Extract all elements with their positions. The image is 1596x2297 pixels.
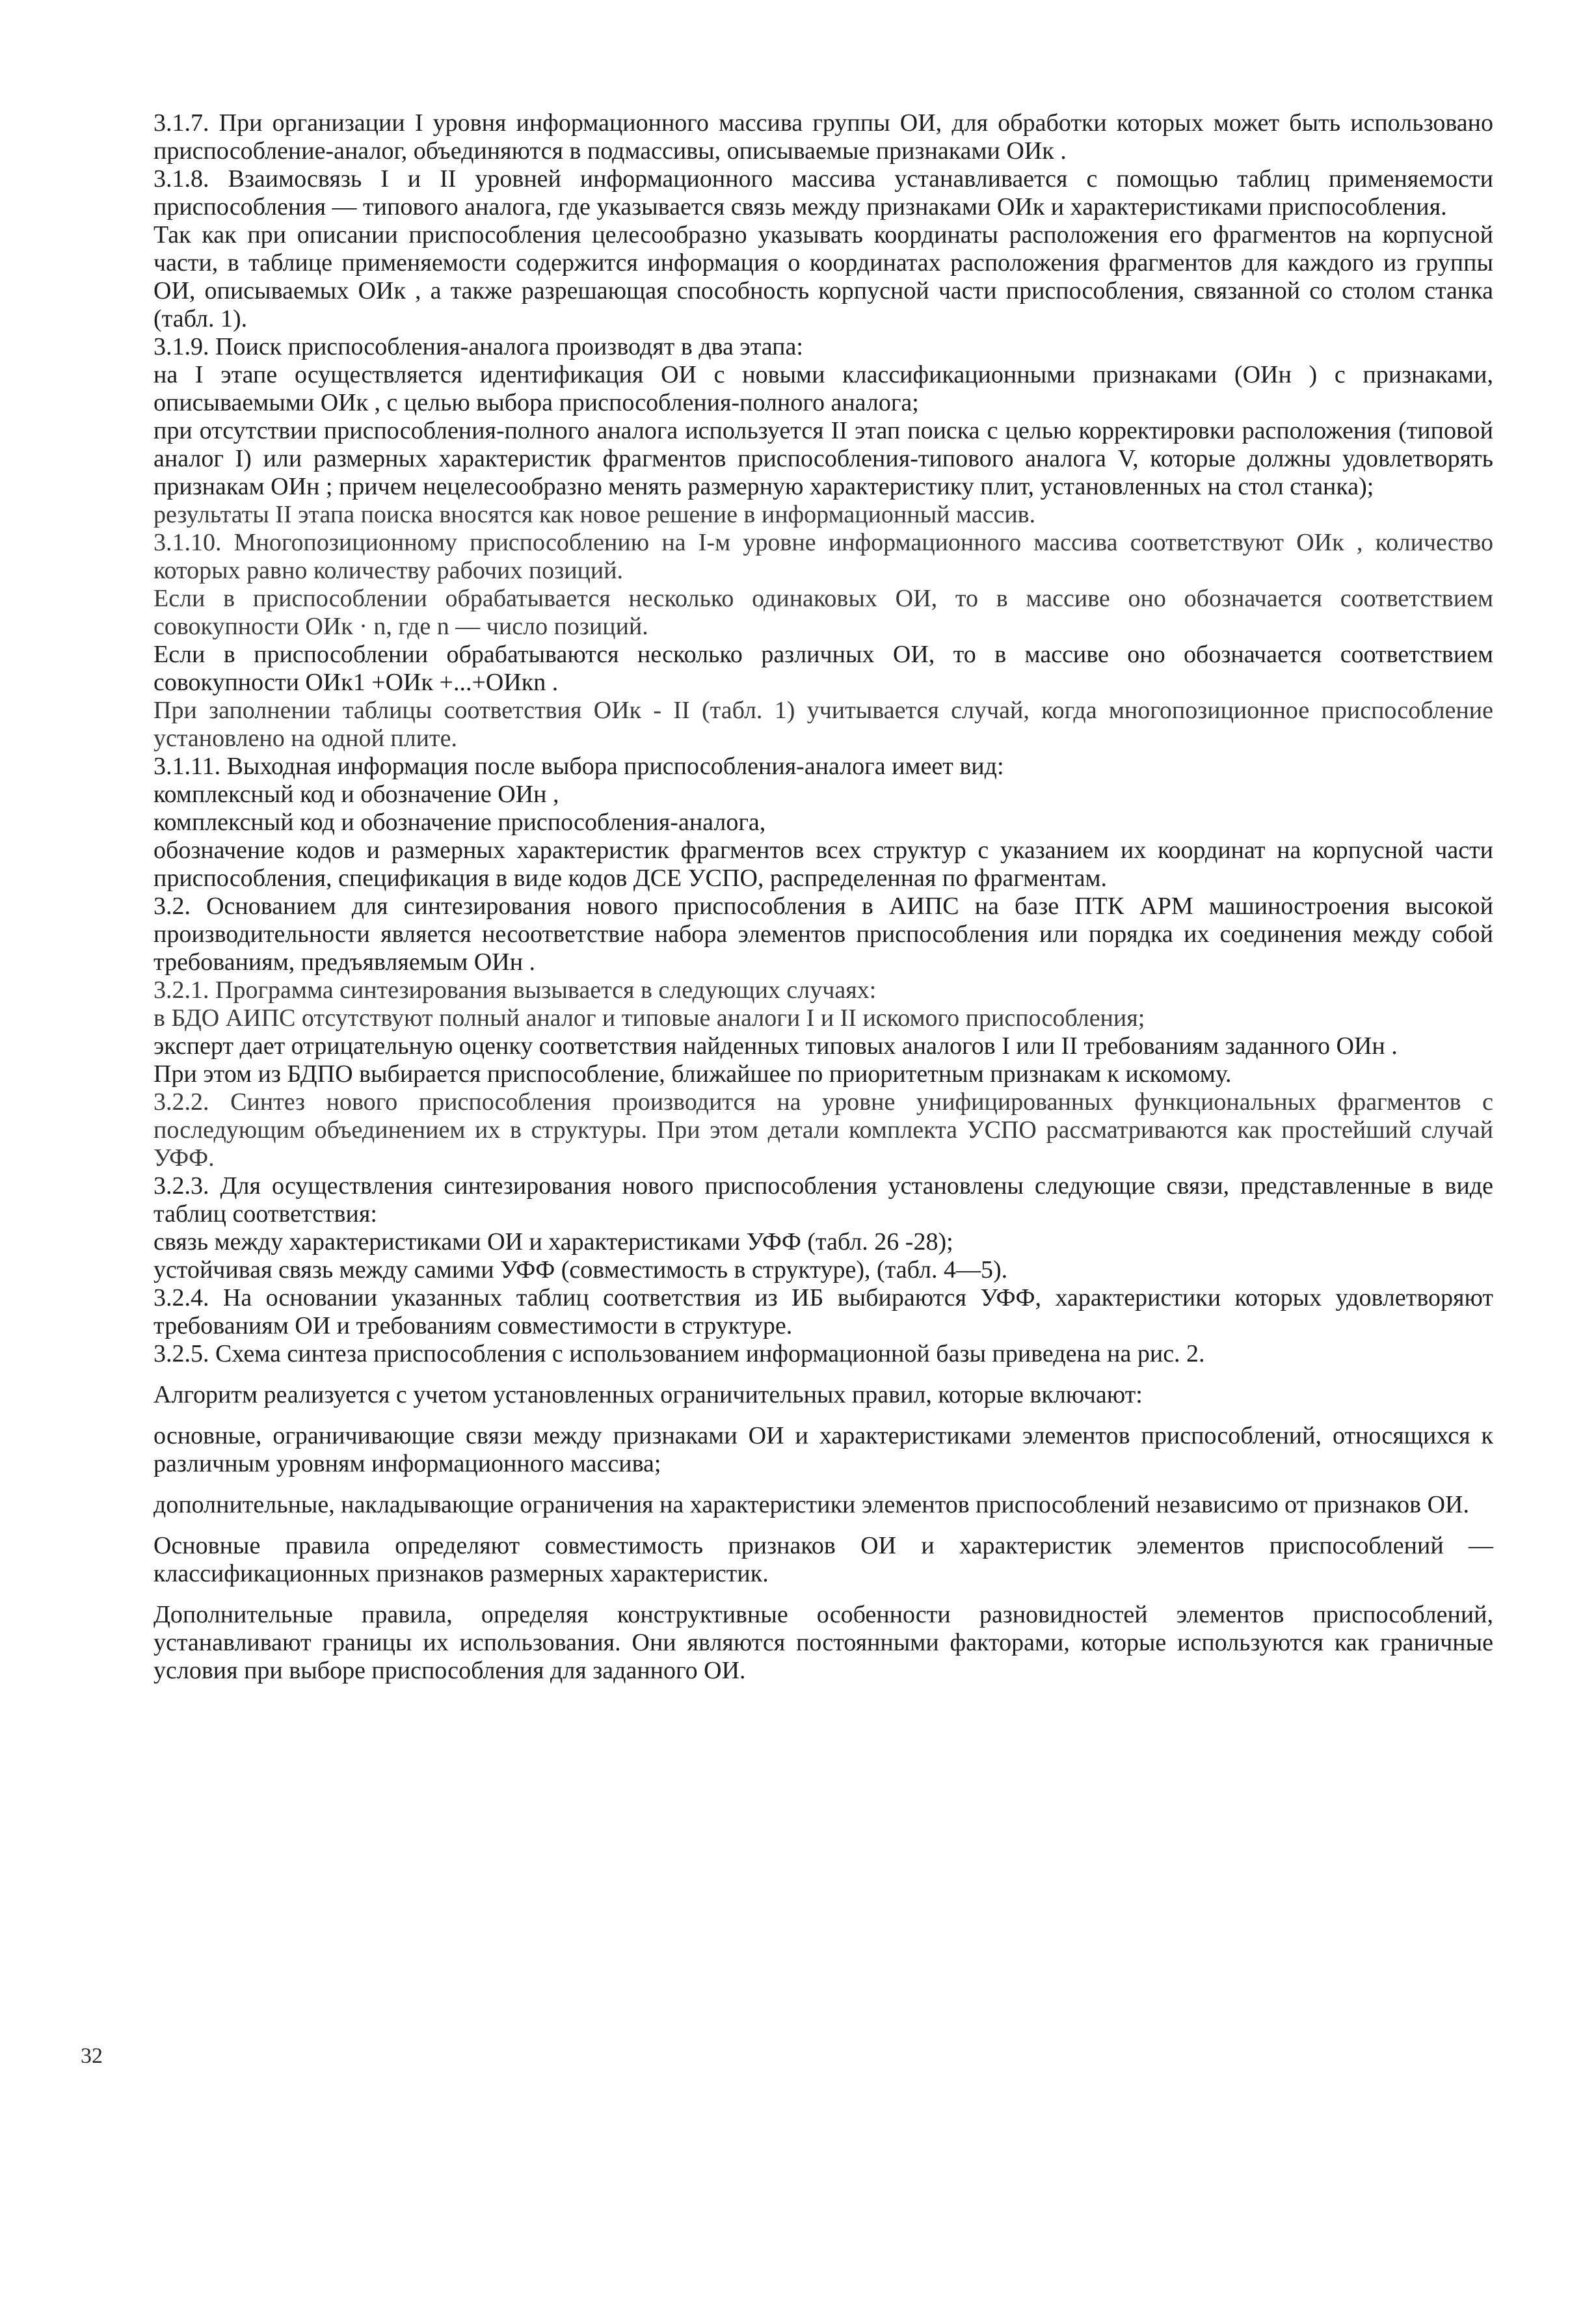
paragraph-3-2-2: 3.2.2. Синтез нового приспособления производится на уровне унифицированных функциональных фрагментов с последующим объединением их в структуры. При этом детали комплекта УСПО рассматриваются как простейший случай УФФ. xyxy=(153,1088,1493,1172)
paragraph-case-2: эксперт дает отрицательную оценку соответствия найденных типовых аналогов I или II требованиям заданного ОИн . xyxy=(153,1032,1398,1060)
paragraph-3-2-4: 3.2.4. На основании указанных таблиц соответствия из ИБ выбираются УФФ, характеристики которых удовлетворяют требованиям ОИ и требованиям совместимости в структуре. xyxy=(153,1284,1493,1339)
paragraph-3-1-7: 3.1.7. При организации I уровня информационного массива группы ОИ, для обработки которых может быть использовано приспособление-аналог, объединяются в подмассивы, описываемые признаками ОИк . xyxy=(153,109,1493,165)
paragraph-3-1-8: 3.1.8. Взаимосвязь I и II уровней информационного массива устанавливается с помощью таблиц применяемости приспособления — типового аналога, где указывается связь между признаками ОИк и характеристиками приспособления. xyxy=(153,165,1493,221)
paragraph-link-2: устойчивая связь между самими УФФ (совместимость в структуре), (табл. 4—5). xyxy=(153,1256,1008,1283)
body-text xyxy=(153,109,1493,1685)
paragraph-table-fill: При заполнении таблицы соответствия ОИк - II (табл. 1) учитывается случай, когда многопозиционное приспособление установлено на одной плите. xyxy=(153,697,1493,752)
paragraph-link-1: связь между характеристиками ОИ и характеристиками УФФ (табл. 26 -28); xyxy=(153,1228,953,1256)
paragraph-3-2-1: 3.2.1. Программа синтезирования вызывается в следующих случаях: xyxy=(153,976,877,1004)
paragraph-additional-define: Дополнительные правила, определяя конструктивные особенности разновидностей элементов приспособлений, устанавливают границы их использования. Они являются постоянными факторами, которые используются как граничные условия при выборе приспособления для заданного ОИ. xyxy=(153,1601,1493,1684)
paragraph-stage-2: при отсутствии приспособления-полного аналога используется II этап поиска с целью корректировки расположения (типовой аналог I) или размерных характеристик фрагментов приспособления-типового аналога V, которые должны удовлетворять признакам ОИн ; причем нецелесообразно менять размерную характеристику плит, установленных на стол станка); xyxy=(153,417,1493,500)
paragraph-basic-define: Основные правила определяют совместимость признаков ОИ и характеристик элементов приспособлений — классификационных признаков размерных характеристик. xyxy=(153,1532,1493,1587)
paragraph-output-code: комплексный код и обозначение ОИн , xyxy=(153,781,559,808)
paragraph-stage-results: результаты II этапа поиска вносятся как новое решение в информационный массив. xyxy=(153,501,1036,528)
paragraph-output-analog: комплексный код и обозначение приспособления-аналога, xyxy=(153,809,766,836)
paragraph-basic-rules: основные, ограничивающие связи между признаками ОИ и характеристиками элементов приспособлений, относящихся к различным уровням информационного массива; xyxy=(153,1422,1493,1477)
page-number: 32 xyxy=(81,2044,103,2068)
paragraph-identical-oi: Если в приспособлении обрабатывается несколько одинаковых ОИ, то в массиве оно обозначается соответствием совокупности ОИк · n, где n — число позиций. xyxy=(153,585,1493,640)
paragraph-3-2-3: 3.2.3. Для осуществления синтезирования нового приспособления установлены следующие связи, представленные в виде таблиц соответствия: xyxy=(153,1172,1493,1228)
paragraph-3-1-10: 3.1.10. Многопозиционному приспособлению на I-м уровне информационного массива соответствуют ОИк , количество которых равно количеству рабочих позиций. xyxy=(153,529,1493,584)
paragraph-3-2: 3.2. Основанием для синтезирования нового приспособления в АИПС на базе ПТК АРМ машиностроения высокой производительности является несоответствие набора элементов приспособления или порядка их соединения между собой требованиям, предъявляемым ОИн . xyxy=(153,893,1493,976)
paragraph-algorithm: Алгоритм реализуется с учетом установленных ограничительных правил, которые включают: xyxy=(153,1381,1143,1408)
paragraph-3-2-5: 3.2.5. Схема синтеза приспособления с использованием информационной базы приведена на рис. 2. xyxy=(153,1340,1205,1367)
paragraph-output-fragments: обозначение кодов и размерных характеристик фрагментов всех структур с указанием их координат на корпусной части приспособления, спецификация в виде кодов ДСЕ УСПО, распределенная по фрагментам. xyxy=(153,837,1493,892)
paragraph-nearest: При этом из БДПО выбирается приспособление, ближайшее по приоритетным признакам к искомому. xyxy=(153,1060,1232,1088)
paragraph-case-1: в БДО АИПС отсутствуют полный аналог и типовые аналоги I и II искомого приспособления; xyxy=(153,1004,1145,1032)
paragraph-stage-1: на I этапе осуществляется идентификация ОИ с новыми классификационными признаками (ОИн ) с признаками, описываемыми ОИк , с целью выбора приспособления-полного аналога; xyxy=(153,361,1493,416)
paragraph-coordinates: Так как при описании приспособления целесообразно указывать координаты расположения его фрагментов на корпусной части, в таблице применяемости содержится информация о координатах расположения фрагментов для каждого из группы ОИ, описываемых ОИк , а также разрешающая способность корпусной части приспособления, связанной со столом станка (табл. 1). xyxy=(153,221,1493,332)
paragraph-additional-rules: дополнительные, накладывающие ограничения на характеристики элементов приспособлений независимо от признаков ОИ. xyxy=(153,1491,1469,1518)
paragraph-3-1-11: 3.1.11. Выходная информация после выбора приспособления-аналога имеет вид: xyxy=(153,753,1004,780)
paragraph-different-oi: Если в приспособлении обрабатываются несколько различных ОИ, то в массиве оно обозначается соответствием совокупности ОИк1 +ОИк +...+ОИкn . xyxy=(153,641,1493,696)
paragraph-3-1-9: 3.1.9. Поиск приспособления-аналога производят в два этапа: xyxy=(153,333,803,360)
